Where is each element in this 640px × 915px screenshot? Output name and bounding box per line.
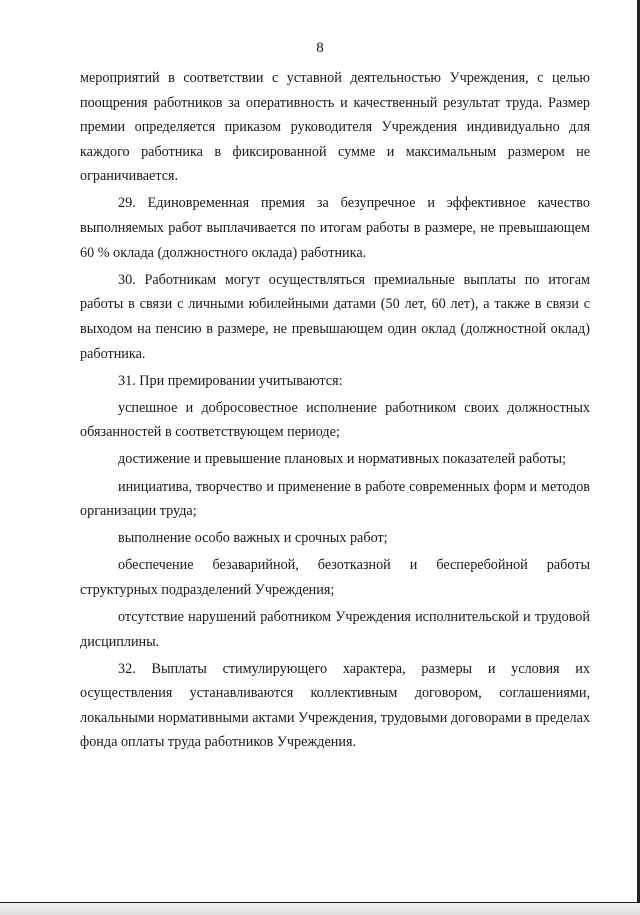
document-body <box>80 66 590 758</box>
criteria-item-2: достижение и превышение плановых и нормативных показателей работы; <box>118 451 566 468</box>
paragraph-30: 30. Работникам могут осуществляться премиальные выплаты по итогам работы в связи с личными юбилейными датами (50 лет, 60 лет), а также в связи с выходом на пенсию в размере, не превышающем один оклад (должностной оклад) работника. <box>80 271 590 362</box>
paragraph-29: 29. Единовременная премия за безупречное и эффективное качество выполняемых работ выплачивается по итогам работы в размере, не превышающем 60 % оклада (должностного оклада) работника. <box>80 195 590 261</box>
paragraph-continuation: мероприятий в соответствии с уставной деятельностью Учреждения, с целью поощрения работников за оперативность и качественный результат труда. Размер премии определяется приказом руководителя Учреждения индивидуально для каждого работника в фиксированной сумме и максимальным размером не ограничивается. <box>80 70 590 185</box>
criteria-item-3: инициатива, творчество и применение в работе современных форм и методов организации труда; <box>80 478 590 520</box>
criteria-item-5: обеспечение безаварийной, безотказной и бесперебойной работы структурных подразделений Учреждения; <box>80 557 590 598</box>
criteria-item-1: успешное и добросовестное исполнение работником своих должностных обязанностей в соответствующем периоде; <box>80 399 590 441</box>
criteria-item-6: отсутствие нарушений работником Учреждения исполнительской и трудовой дисциплины. <box>80 608 590 650</box>
paragraph-32: 32. Выплаты стимулирующего характера, размеры и условия их осуществления устанавливаются коллективным договором, соглашениями, локальными нормативными актами Учреждения, трудовыми договорами в пределах фонда оплаты труда работников Учреждения. <box>80 660 590 751</box>
paragraph-31: 31. При премировании учитываются: <box>118 372 343 389</box>
page-number: 8 <box>316 40 324 56</box>
scan-edge-bottom <box>0 902 640 915</box>
criteria-item-4: выполнение особо важных и срочных работ; <box>118 530 388 547</box>
